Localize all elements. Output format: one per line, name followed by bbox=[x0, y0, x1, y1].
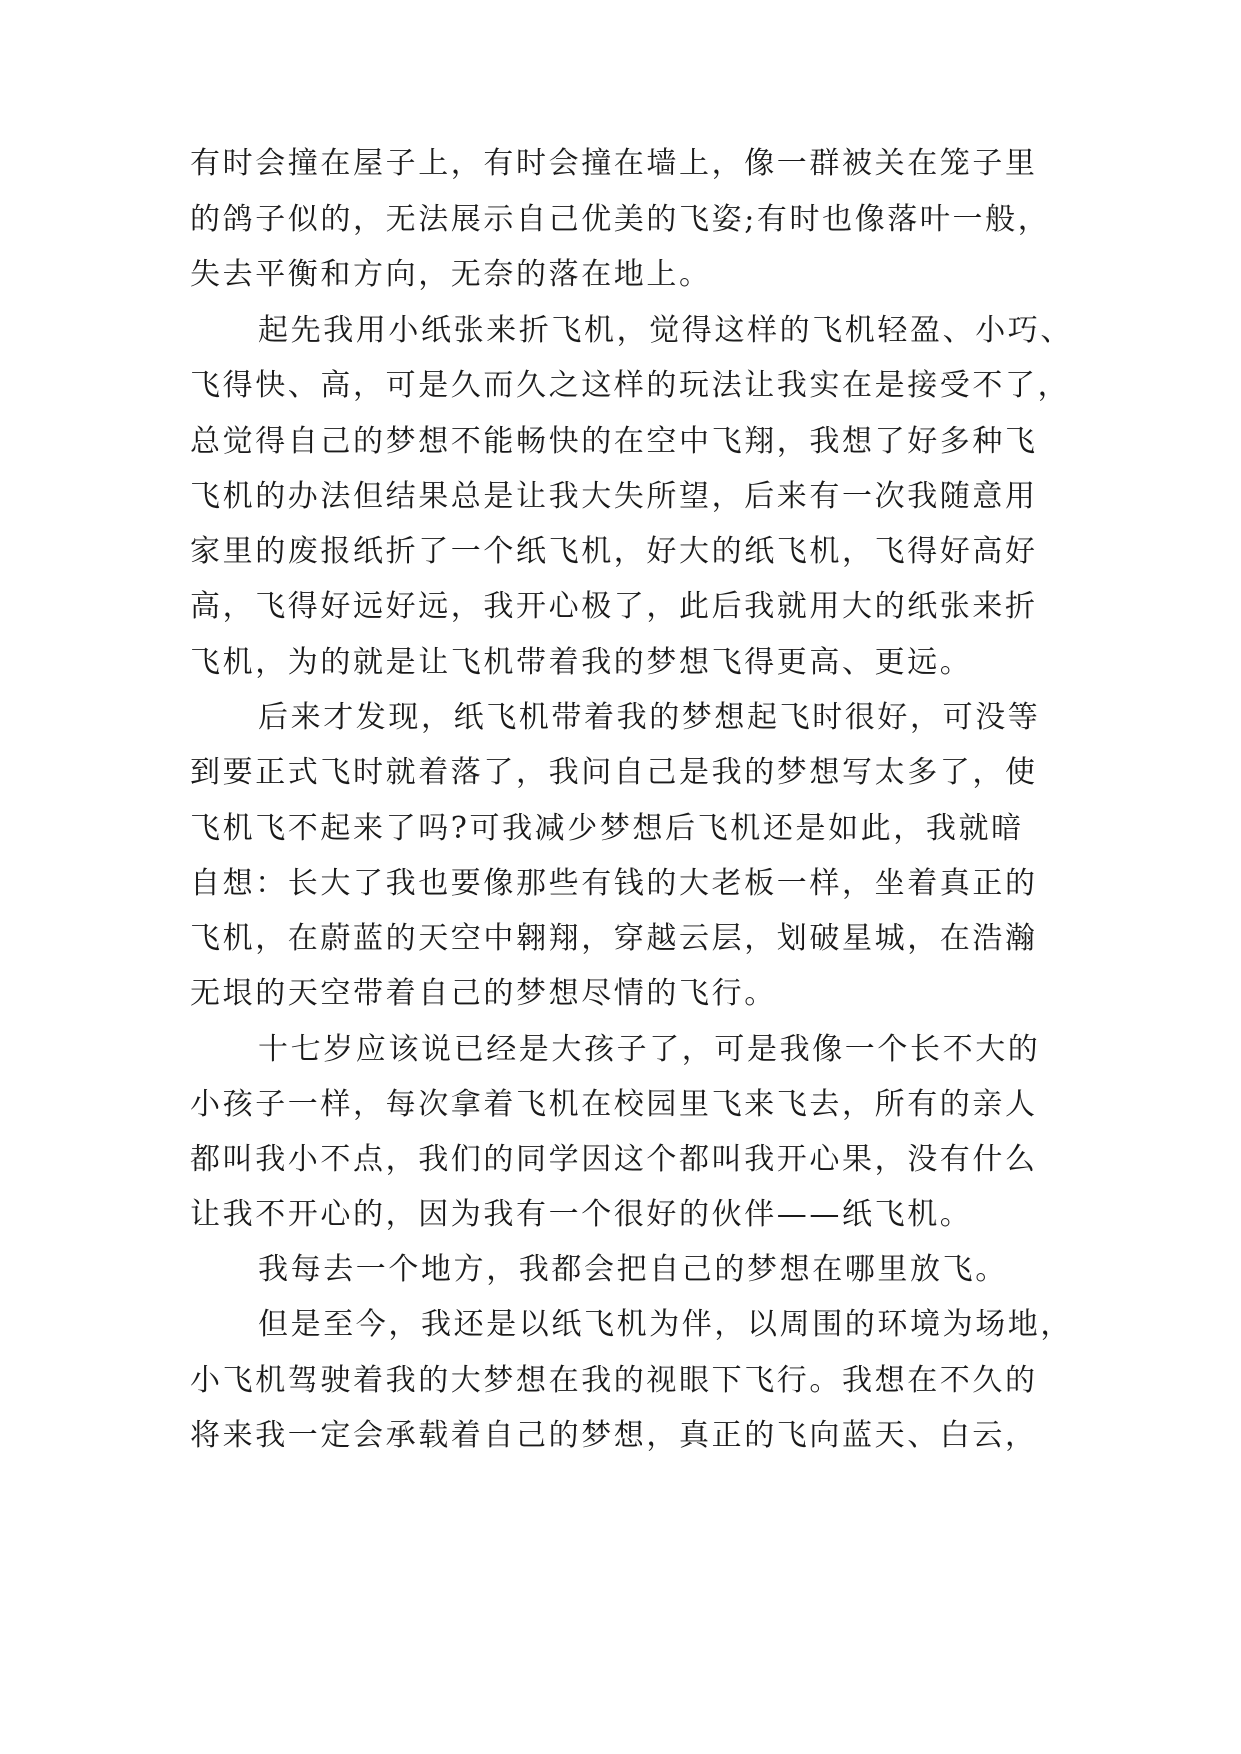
paragraph-first-line: 但是至今，我还是以纸飞机为伴，以周围的环境为场地， bbox=[258, 1307, 1073, 1342]
text-line: 高，飞得好远好远，我开心极了，此后我就用大的纸张来折 bbox=[190, 589, 1038, 624]
text-line: 家里的废报纸折了一个纸飞机，好大的纸飞机，飞得好高好 bbox=[190, 534, 1038, 569]
text-line: 飞得快、高，可是久而久之这样的玩法让我实在是接受不了， bbox=[190, 368, 1071, 403]
text-line: 的鸽子似的，无法展示自己优美的飞姿;有时也像落叶一般， bbox=[190, 202, 1051, 237]
paragraph-first-line: 起先我用小纸张来折飞机，觉得这样的飞机轻盈、小巧、 bbox=[258, 313, 1073, 348]
text-line: 飞机的办法但结果总是让我大失所望，后来有一次我随意用 bbox=[190, 479, 1038, 514]
text-line: 飞机，在蔚蓝的天空中翱翔，穿越云层，划破星城，在浩瀚 bbox=[190, 921, 1038, 956]
text-line: 到要正式飞时就着落了，我问自己是我的梦想写太多了，使 bbox=[190, 755, 1038, 790]
text-line: 飞机飞不起来了吗?可我减少梦想后飞机还是如此，我就暗 bbox=[190, 811, 1024, 846]
text-line: 都叫我小不点，我们的同学因这个都叫我开心果，没有什么 bbox=[190, 1142, 1038, 1177]
paragraph-first-line: 后来才发现，纸飞机带着我的梦想起飞时很好，可没等 bbox=[258, 700, 1041, 735]
text-line: 失去平衡和方向，无奈的落在地上。 bbox=[190, 257, 712, 292]
text-line: 小飞机驾驶着我的大梦想在我的视眼下飞行。我想在不久的 bbox=[190, 1363, 1038, 1398]
text-line: 无垠的天空带着自己的梦想尽情的飞行。 bbox=[190, 976, 777, 1011]
paragraph-first-line: 我每去一个地方，我都会把自己的梦想在哪里放飞。 bbox=[258, 1252, 1008, 1287]
text-line: 让我不开心的，因为我有一个很好的伙伴——纸飞机。 bbox=[190, 1197, 973, 1232]
text-line: 总觉得自己的梦想不能畅快的在空中飞翔，我想了好多种飞 bbox=[190, 424, 1038, 459]
text-line: 小孩子一样，每次拿着飞机在校园里飞来飞去，所有的亲人 bbox=[190, 1087, 1038, 1122]
text-line: 自想：长大了我也要像那些有钱的大老板一样，坐着真正的 bbox=[190, 866, 1038, 901]
text-line: 将来我一定会承载着自己的梦想，真正的飞向蓝天、白云， bbox=[190, 1418, 1038, 1453]
paragraph-first-line: 十七岁应该说已经是大孩子了，可是我像一个长不大的 bbox=[258, 1032, 1041, 1067]
text-line: 飞机，为的就是让飞机带着我的梦想飞得更高、更远。 bbox=[190, 645, 973, 680]
text-line: 有时会撞在屋子上，有时会撞在墙上，像一群被关在笼子里 bbox=[190, 146, 1038, 181]
